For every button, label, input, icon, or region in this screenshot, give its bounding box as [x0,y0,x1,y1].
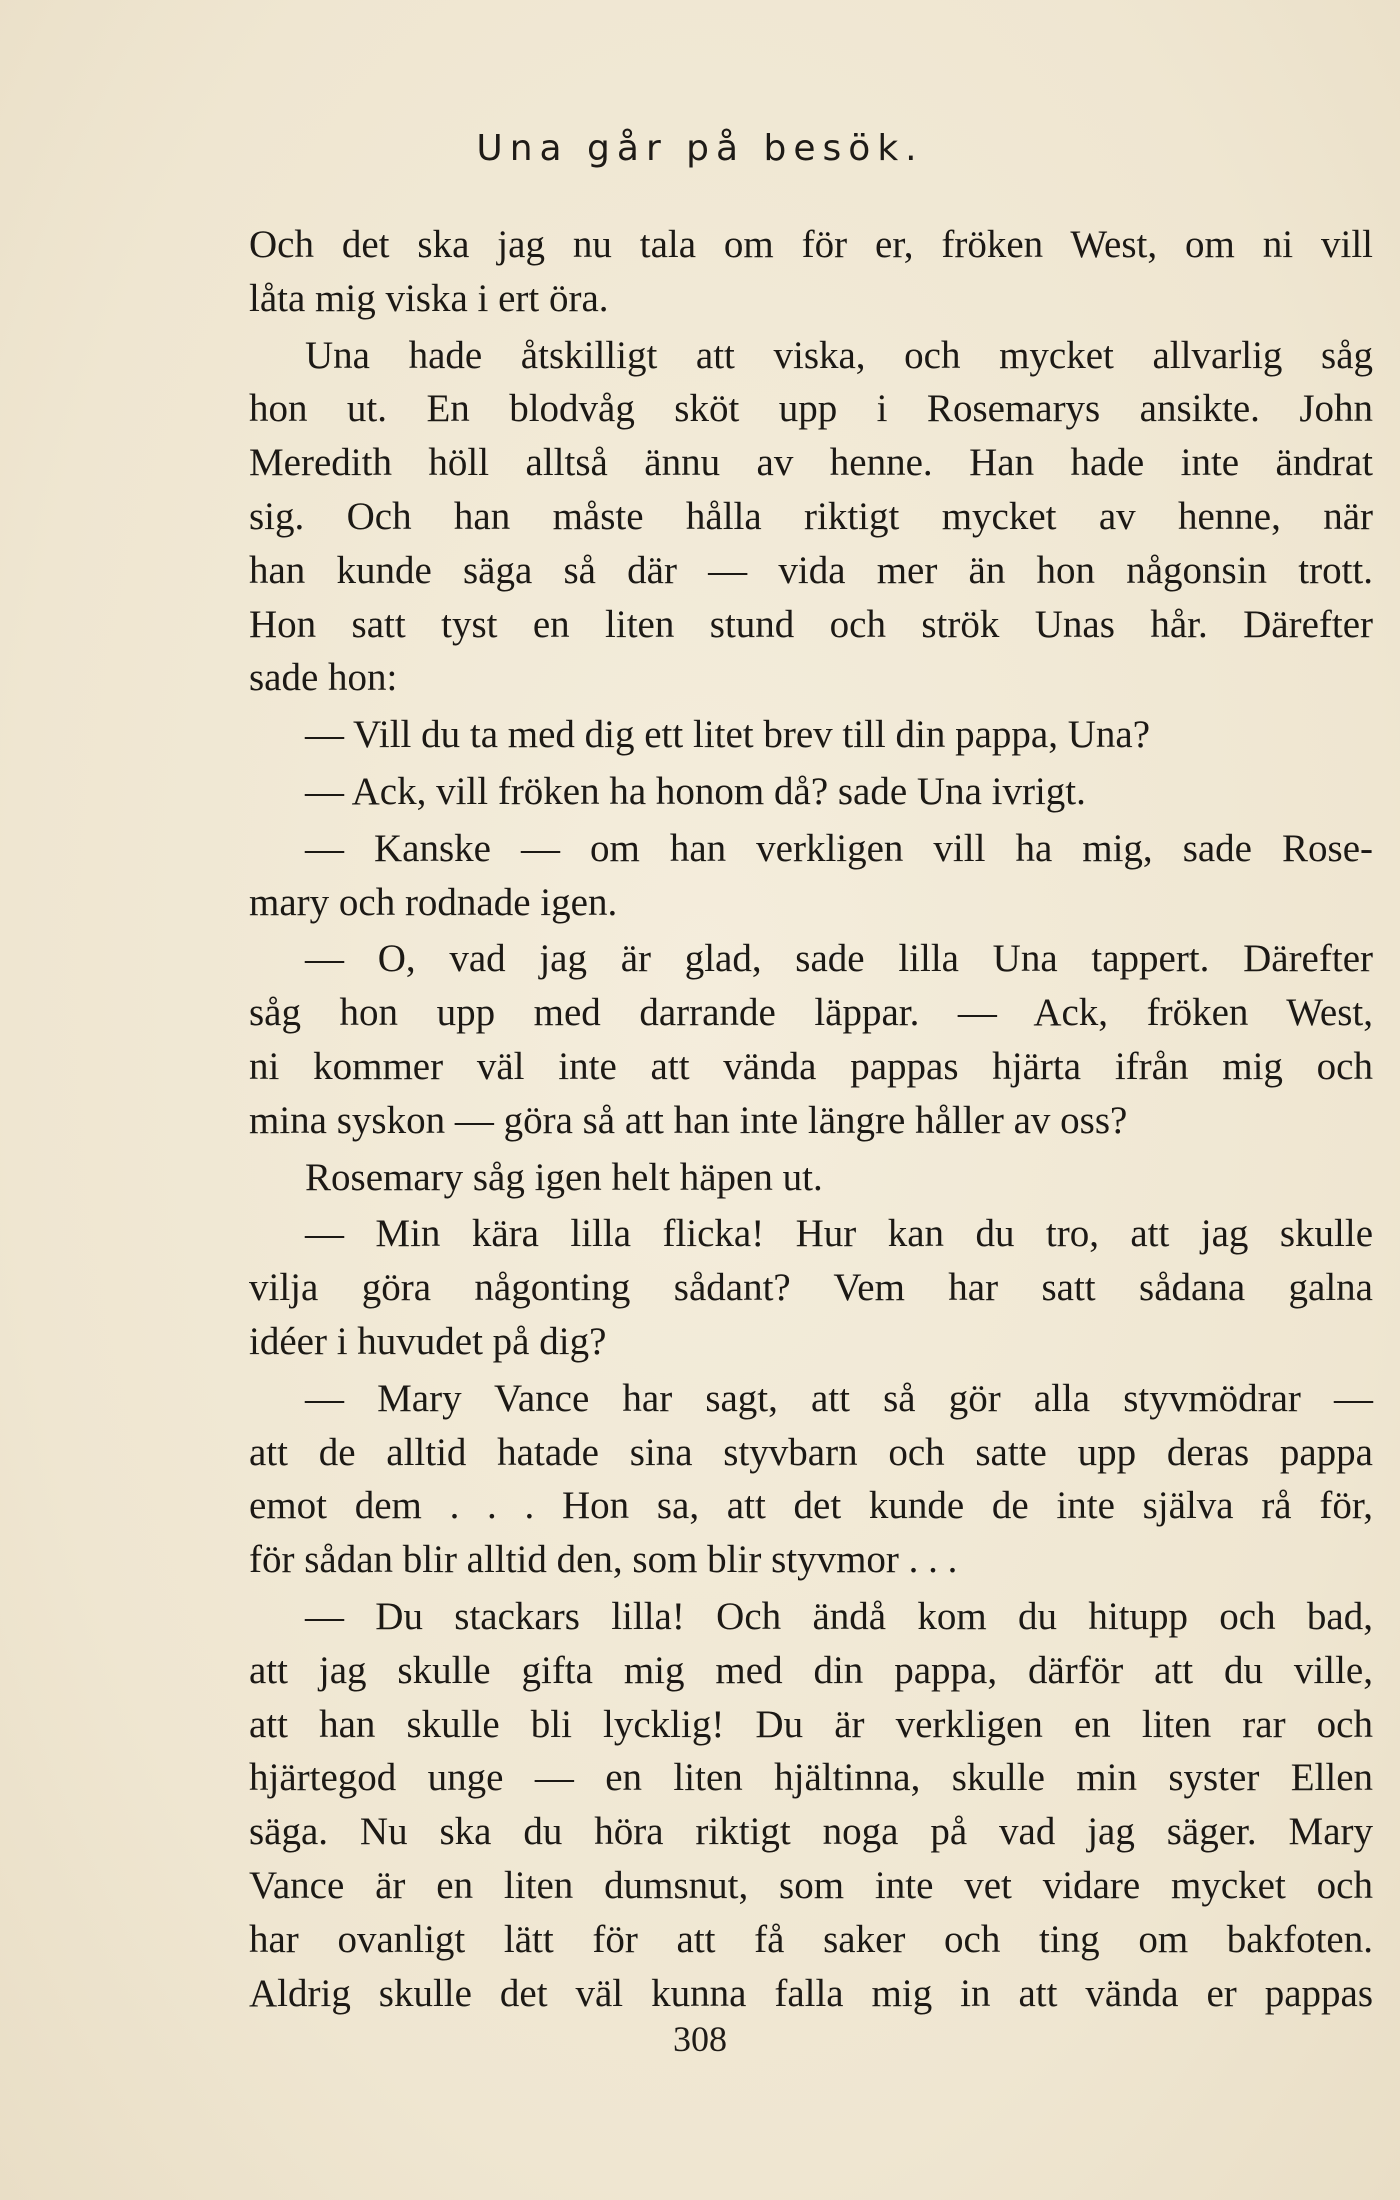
text-line: hon ut. En blodvåg sköt upp i Rosemarys ansikte. John [249,387,1373,431]
text-line: hjärtegod unge — en liten hjältinna, skulle min syster Ellen [249,1756,1373,1800]
text-line: Vance är en liten dumsnut, som inte vet vidare mycket och [249,1863,1373,1907]
text-line: Aldrig skulle det väl kunna falla mig in att vända er pappas [249,1971,1373,2015]
text-line: har ovanligt lätt för att få saker och ting om bakfoten. [249,1917,1373,1961]
text-line: såg hon upp med darrande läppar. — Ack, fröken West, [249,991,1373,1035]
text-line: — Mary Vance har sagt, att så gör alla styvmödrar — [305,1376,1373,1420]
text-line: sade hon: [249,656,398,700]
text-line: Meredith höll alltså ännu av henne. Han hade inte ändrat [249,441,1373,485]
text-line: — Du stackars lilla! Och ändå kom du hitupp och bad, [305,1594,1373,1638]
text-line: Una hade åtskilligt att viska, och mycket allvarlig såg [305,333,1373,377]
text-line: — O, vad jag är glad, sade lilla Una tappert. Därefter [305,937,1373,981]
text-line: Hon satt tyst en liten stund och strök Unas hår. Därefter [249,602,1373,646]
text-line: att jag skulle gifta mig med din pappa, därför att du ville, [249,1648,1373,1692]
text-line: att de alltid hatade sina styvbarn och satte upp deras pappa [249,1430,1373,1474]
text-line: emot dem . . . Hon sa, att det kunde de inte själva rå för, [249,1484,1373,1528]
text-line: säga. Nu ska du höra riktigt noga på vad jag säger. Mary [249,1810,1373,1854]
text-line: — Ack, vill fröken ha honom då? sade Una ivrigt. [305,769,1086,813]
text-line: att han skulle bli lycklig! Du är verkligen en liten rar och [249,1702,1373,1746]
text-line: mina syskon — göra så att han inte längre håller av oss? [249,1098,1128,1142]
text-line: låta mig viska i ert öra. [249,276,609,320]
body-text [249,218,1373,2020]
text-line: sig. Och han måste hålla riktigt mycket av henne, när [249,494,1373,538]
text-line: — Min kära lilla flicka! Hur kan du tro, att jag skulle [305,1212,1373,1256]
text-line: för sådan blir alltid den, som blir styvmor . . . [249,1538,958,1582]
text-line: Och det ska jag nu tala om för er, fröken West, om ni vill [249,223,1373,266]
text-line: Rosemary såg igen helt häpen ut. [305,1155,823,1199]
text-line: idéer i huvudet på dig? [249,1319,607,1363]
text-line: vilja göra någonting sådant? Vem har satt sådana galna [249,1266,1373,1310]
text-line: mary och rodnade igen. [249,880,618,924]
text-line: han kunde säga så där — vida mer än hon någonsin trott. [249,548,1373,592]
text-line: — Vill du ta med dig ett litet brev till din pappa, Una? [305,713,1151,757]
page-number: 308 [673,2019,727,2059]
running-head: Una går på besök. [476,128,924,169]
text-line: — Kanske — om han verkligen vill ha mig, sade Rose- [305,826,1373,870]
text-line: ni kommer väl inte att vända pappas hjärta ifrån mig och [249,1044,1373,1088]
